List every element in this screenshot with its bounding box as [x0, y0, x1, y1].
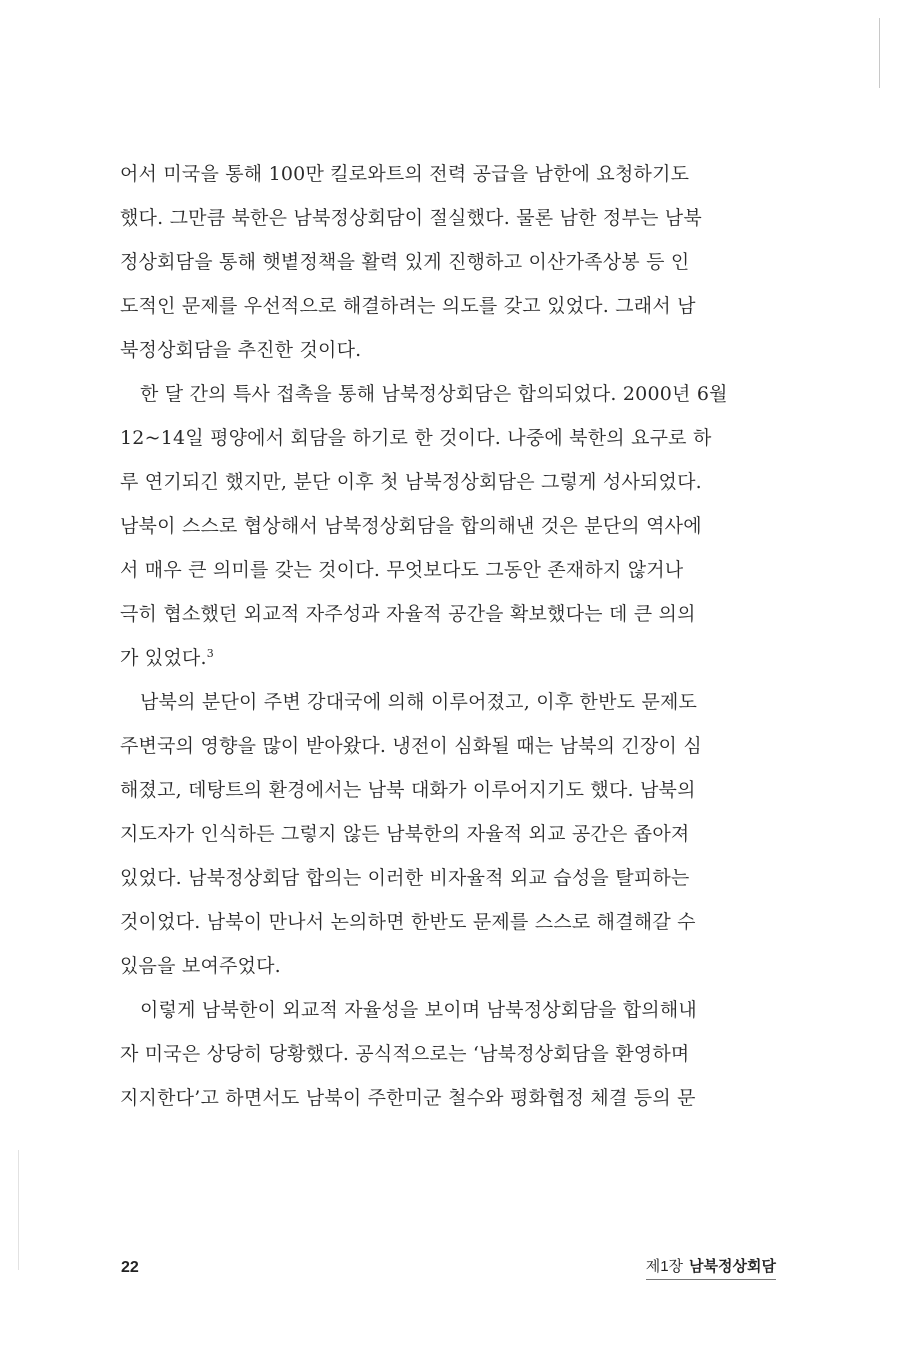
body-text	[120, 152, 740, 1120]
text-line: 있었다. 남북정상회담 합의는 이러한 비자율적 외교 습성을 탈피하는	[120, 867, 690, 889]
footnote-ref[interactable]: 3	[206, 647, 214, 660]
text-line: 있음을 보여주었다.	[120, 955, 281, 977]
text-line: 도적인 문제를 우선적으로 해결하려는 의도를 갖고 있었다. 그래서 남	[120, 295, 696, 317]
chapter-title: 남북정상회담	[689, 1258, 776, 1275]
text-line: 정상회담을 통해 햇볕정책을 활력 있게 진행하고 이산가족상봉 등 인	[120, 251, 690, 273]
paragraph	[120, 372, 740, 680]
text-line: 했다. 그만큼 북한은 남북정상회담이 절실했다. 물론 남한 정부는 남북	[120, 207, 702, 229]
running-head	[646, 1255, 776, 1280]
paragraph	[120, 680, 740, 988]
text-line: 남북의 분단이 주변 강대국에 의해 이루어졌고, 이후 한반도 문제도	[140, 691, 698, 713]
page-edge-mark	[879, 18, 880, 88]
page-edge-mark-left	[18, 1150, 19, 1270]
text-line: 서 매우 큰 의미를 갖는 것이다. 무엇보다도 그동안 존재하지 않거나	[120, 559, 684, 581]
text-line: 북정상회담을 추진한 것이다.	[120, 339, 362, 361]
text-line: 주변국의 영향을 많이 받아왔다. 냉전이 심화될 때는 남북의 긴장이 심	[120, 735, 702, 757]
page-number: 22	[121, 1259, 139, 1276]
text-line: 해졌고, 데탕트의 환경에서는 남북 대화가 이루어지기도 했다. 남북의	[120, 779, 696, 801]
text-line: 12~14일 평양에서 회담을 하기로 한 것이다. 나중에 북한의 요구로 하	[120, 427, 712, 449]
chapter-label: 제1장	[645, 1258, 684, 1275]
text-line-content: 가 있었다.	[120, 647, 207, 669]
text-line: 극히 협소했던 외교적 자주성과 자율적 공간을 확보했다는 데 큰 의의	[120, 603, 696, 625]
text-line	[120, 636, 740, 680]
text-line: 한 달 간의 특사 접촉을 통해 남북정상회담은 합의되었다. 2000년 6월	[140, 383, 728, 405]
text-line: 지도자가 인식하든 그렇지 않든 남북한의 자율적 외교 공간은 좁아져	[120, 823, 690, 845]
text-line: 어서 미국을 통해 100만 킬로와트의 전력 공급을 남한에 요청하기도	[120, 163, 690, 185]
text-line: 지지한다’고 하면서도 남북이 주한미군 철수와 평화협정 체결 등의 문	[120, 1087, 696, 1109]
text-line: 자 미국은 상당히 당황했다. 공식적으로는 ‘남북정상회담을 환영하며	[120, 1043, 690, 1065]
text-line: 루 연기되긴 했지만, 분단 이후 첫 남북정상회담은 그렇게 성사되었다.	[120, 471, 702, 493]
text-line: 이렇게 남북한이 외교적 자율성을 보이며 남북정상회담을 합의해내	[140, 999, 697, 1021]
page-footer	[0, 1255, 900, 1285]
text-line: 것이었다. 남북이 만나서 논의하면 한반도 문제를 스스로 해결해갈 수	[120, 911, 696, 933]
paragraph	[120, 988, 740, 1120]
paragraph	[120, 152, 740, 372]
text-line: 남북이 스스로 협상해서 남북정상회담을 합의해낸 것은 분단의 역사에	[120, 515, 702, 537]
